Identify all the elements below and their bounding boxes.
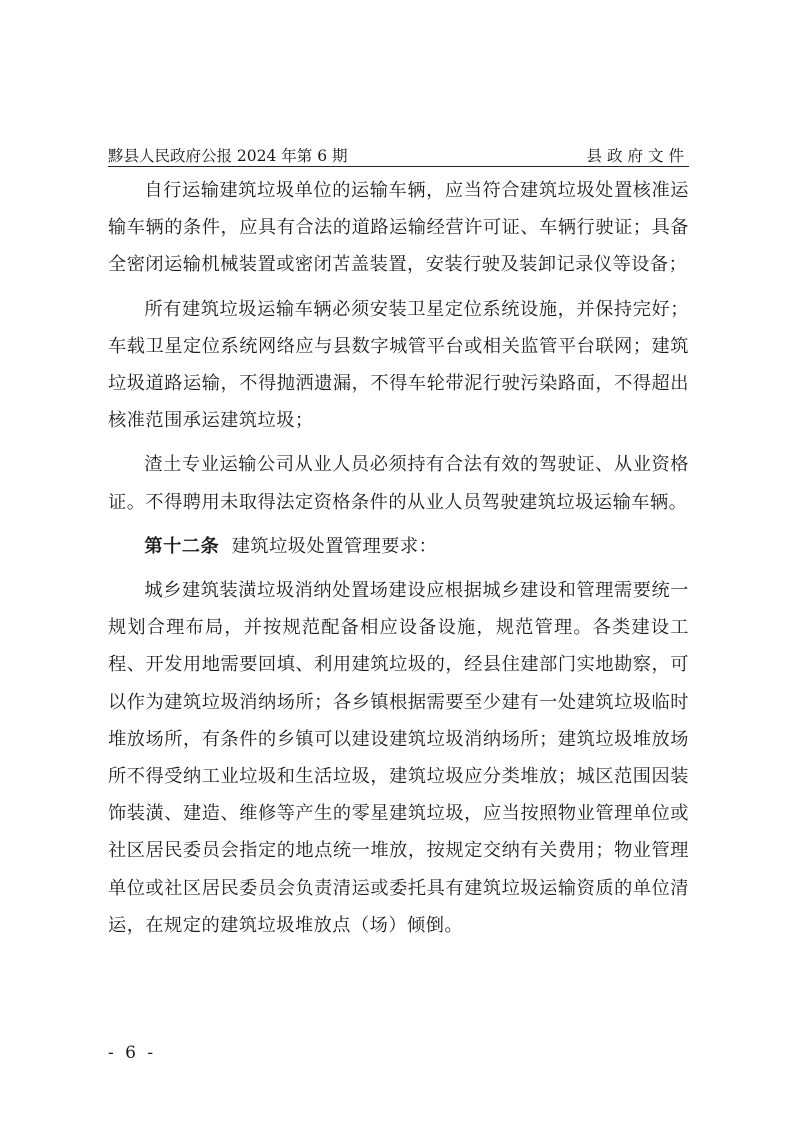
article-heading: 第十二条 [144, 535, 220, 557]
paragraph: 所有建筑垃圾运输车辆必须安装卫星定位系统设施，并保持完好；车载卫星定位系统网络应与县数字城管平台或相关监管平台联网；建筑垃圾道路运输，不得抛洒遗漏，不得车轮带泥行驶污染路面，不得超出核准范围承运建筑垃圾； [108, 298, 689, 432]
section-label: 县政府文件 [586, 147, 689, 165]
document-body [108, 172, 689, 951]
paragraph: 城乡建筑装潢垃圾消纳处置场建设应根据城乡建设和管理需要统一规划合理布局，并按规范配备相应设备设施，规范管理。各类建设工程、开发用地需要回填、利用建筑垃圾的，经县住建部门实地勘察，可以作为建筑垃圾消纳场所；各乡镇根据需要至少建有一处建筑垃圾临时堆放场所，有条件的乡镇可以建设建筑垃圾消纳场所；建筑垃圾堆放场所不得受纳工业垃圾和生活垃圾，建筑垃圾应分类堆放；城区范围因装饰装潢、建造、维修等产生的零星建筑垃圾，应当按照物业管理单位或社区居民委员会指定的地点统一堆放，按规定交纳有关费用；物业管理单位或社区居民委员会负责清运或委托具有建筑垃圾运输资质的单位清运，在规定的建筑垃圾堆放点（场）倾倒。 [108, 580, 689, 936]
page-number: - 6 - [108, 1043, 157, 1063]
article-line [108, 528, 689, 565]
paragraph: 自行运输建筑垃圾单位的运输车辆，应当符合建筑垃圾处置核准运输车辆的条件，应具有合法的道路运输经营许可证、车辆行驶证；具备全密闭运输机械装置或密闭苫盖装置，安装行驶及装卸记录仪等设备； [108, 180, 689, 276]
page-header [108, 142, 689, 168]
header-rule [108, 166, 689, 167]
article-title: 建筑垃圾处置管理要求： [231, 535, 438, 557]
paragraph: 渣土专业运输公司从业人员必须持有合法有效的驾驶证、从业资格证。不得聘用未取得法定资格条件的从业人员驾驶建筑垃圾运输车辆。 [108, 454, 689, 513]
gazette-title: 黟县人民政府公报 2024 年第 6 期 [108, 147, 348, 165]
